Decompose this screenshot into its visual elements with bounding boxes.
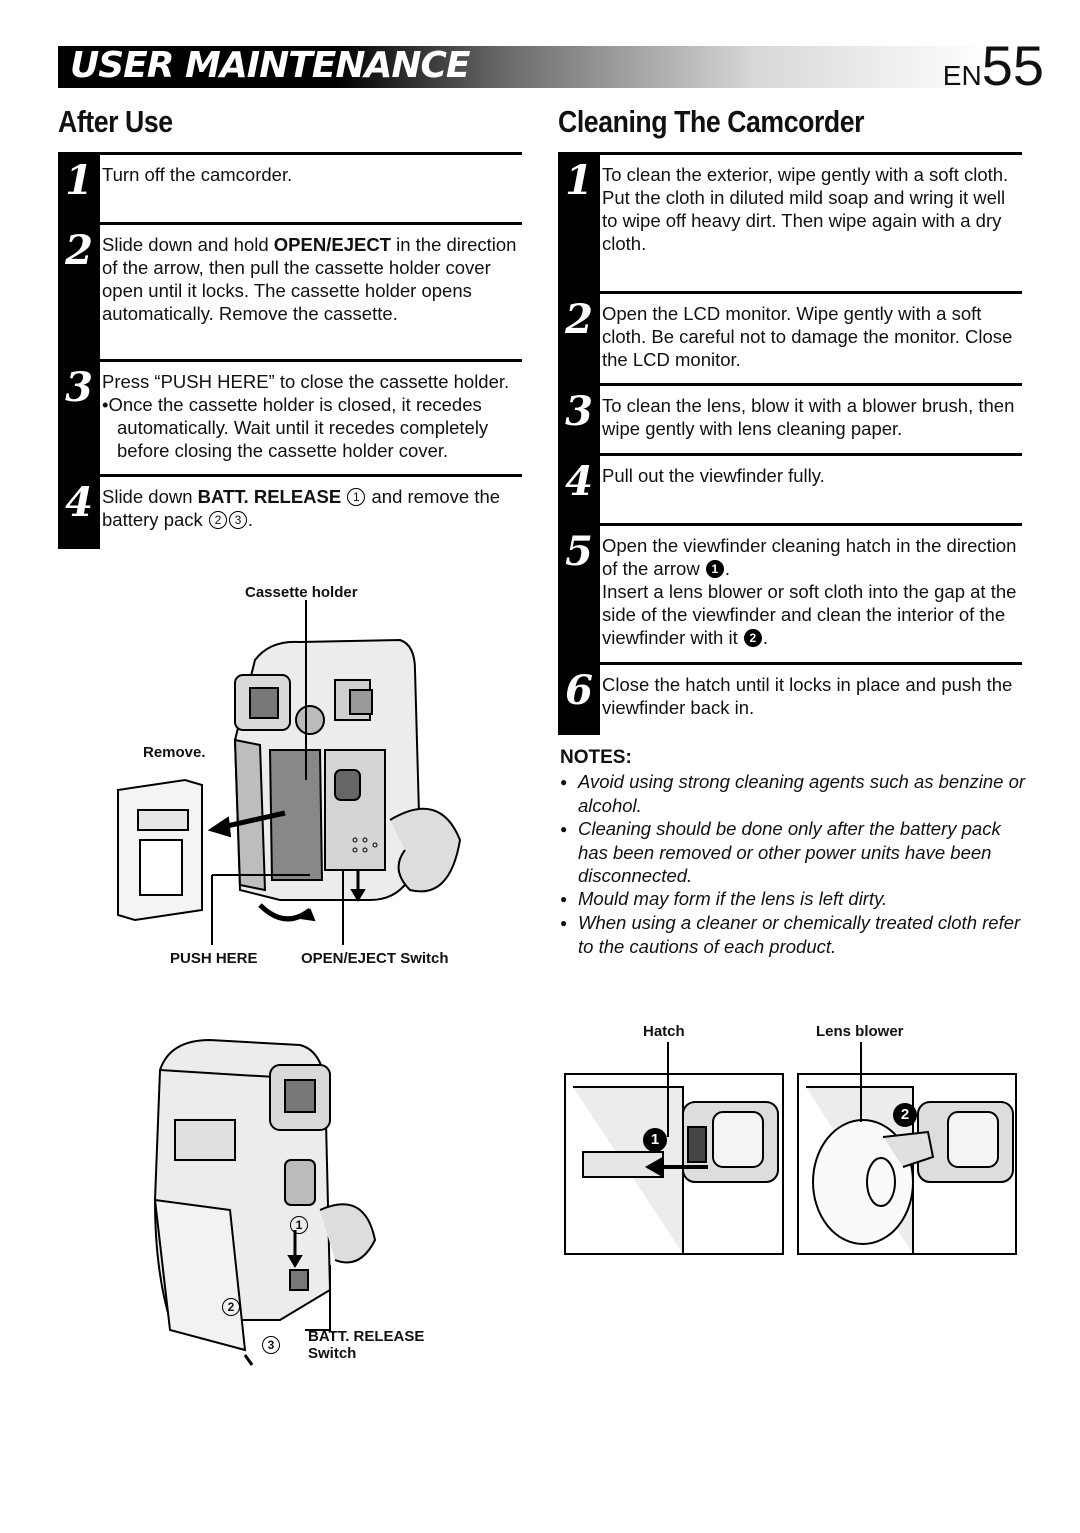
page-prefix: EN — [942, 60, 982, 91]
note-item: ● When using a cleaner or chemically treated cloth refer to the cautions of each product. — [560, 911, 1030, 958]
lens-blower-label: Lens blower — [816, 1023, 904, 1040]
battery-removal-illustration — [130, 1020, 400, 1370]
step-text: Slide down — [102, 486, 198, 507]
circled-number-2 — [221, 1298, 241, 1317]
viewfinder-cleaning-illustration — [563, 1042, 1023, 1257]
step-number: 2 — [58, 225, 100, 359]
circled-number: 2 — [893, 1103, 917, 1127]
step-text: in the direction of the arrow, then pull the cassette holder cover open until it locks. The cassette holder opens automatically. Remove the cassette. — [102, 234, 517, 324]
cleaning-step-1 — [558, 152, 1022, 291]
step-text: Slide down and hold — [102, 234, 274, 255]
lens-blower-marker — [892, 1103, 918, 1127]
circled-number: 1 — [706, 560, 724, 578]
step-text: Turn off the camcorder. — [102, 164, 293, 185]
step-number: 1 — [558, 155, 600, 291]
page-number-value: 55 — [981, 34, 1044, 97]
circled-number-3 — [261, 1336, 281, 1355]
cleaning-step-6 — [558, 662, 1022, 735]
step-number: 4 — [558, 456, 600, 523]
after-use-title: After Use — [58, 104, 173, 139]
step-number: 5 — [558, 526, 600, 662]
step-text: To clean the exterior, wipe gently with a soft cloth. — [602, 164, 1009, 185]
step-number: 3 — [558, 386, 600, 453]
step-text: Pull out the viewfinder fully. — [602, 465, 825, 486]
step-text: . — [762, 627, 768, 648]
circled-number: 1 — [643, 1128, 667, 1152]
circled-number: 3 — [262, 1336, 280, 1354]
cleaning-step-5 — [558, 523, 1022, 662]
circled-number: 2 — [744, 629, 762, 647]
batt-release-label: BATT. RELEASE — [197, 486, 342, 507]
cleaning-steps — [558, 152, 1022, 735]
after-use-steps — [58, 152, 522, 549]
circled-number: 2 — [209, 511, 227, 529]
cleaning-step-3 — [558, 383, 1022, 453]
notes-heading: NOTES: — [560, 747, 632, 768]
after-use-step-2 — [58, 222, 522, 359]
cassette-holder-label: Cassette holder — [245, 584, 358, 601]
open-eject-label: OPEN/EJECT — [273, 234, 391, 255]
note-item: ● Cleaning should be done only after the battery pack has been removed or other power units have been disconnected. — [560, 817, 1030, 887]
step-text: . — [247, 509, 254, 530]
step-number: 2 — [558, 294, 600, 383]
note-item: ● Avoid using strong cleaning agents such as benzine or alcohol. — [560, 770, 1030, 817]
cleaning-title: Cleaning The Camcorder — [558, 104, 865, 139]
step-text: Press “PUSH HERE” to close the cassette holder. — [102, 371, 510, 392]
step-text: and remove the battery pack — [102, 486, 501, 530]
circled-number: 2 — [222, 1298, 240, 1316]
step-text: Open the viewfinder cleaning hatch in the direction of the arrow — [602, 535, 1017, 579]
hatch-marker — [642, 1128, 668, 1152]
hatch-label: Hatch — [643, 1023, 685, 1040]
circled-number-1 — [289, 1216, 309, 1235]
page-number — [942, 34, 1044, 104]
cleaning-step-2 — [558, 291, 1022, 383]
remove-label: Remove. — [143, 744, 206, 761]
page-section-title: USER MAINTENANCE — [70, 45, 470, 86]
circled-number: 1 — [290, 1216, 308, 1234]
cassette-removal-illustration — [110, 600, 470, 945]
step-text: Put the cloth in diluted mild soap and wring it well to wipe off heavy dirt. Then wipe again with a dry cloth. — [602, 187, 1006, 254]
batt-release-label-line: BATT. RELEASE — [308, 1328, 425, 1345]
batt-release-switch-label — [308, 1328, 424, 1362]
open-eject-switch-label: OPEN/EJECT Switch — [301, 950, 449, 967]
push-here-label: PUSH HERE — [170, 950, 258, 967]
cleaning-step-4 — [558, 453, 1022, 523]
batt-release-label-line: Switch — [308, 1345, 357, 1362]
step-text: Open the LCD monitor. Wipe gently with a soft cloth. Be careful not to damage the monitor. Close the LCD monitor. — [602, 303, 1013, 370]
step-text: Insert a lens blower or soft cloth into the gap at the side of the viewfinder and clean the interior of the viewfinder with it — [602, 581, 1017, 648]
step-number: 4 — [58, 477, 100, 549]
step-bullet: •Once the cassette holder is closed, it recedes automatically. Wait until it recedes completely before closing the cassette holder cover. — [102, 394, 489, 461]
circled-number: 3 — [229, 511, 247, 529]
notes-list — [560, 770, 1030, 958]
step-text: Close the hatch until it locks in place and push the viewfinder back in. — [602, 674, 1013, 718]
circled-number: 1 — [347, 488, 365, 506]
step-number: 3 — [58, 362, 100, 474]
step-number: 1 — [58, 155, 100, 222]
step-text: . — [724, 558, 730, 579]
step-text: To clean the lens, blow it with a blower brush, then wipe gently with lens cleaning paper. — [602, 395, 1015, 439]
step-number: 6 — [558, 665, 600, 735]
note-item: ● Mould may form if the lens is left dirty. — [560, 887, 1030, 911]
after-use-step-1 — [58, 152, 522, 222]
after-use-step-4 — [58, 474, 522, 549]
after-use-step-3 — [58, 359, 522, 474]
